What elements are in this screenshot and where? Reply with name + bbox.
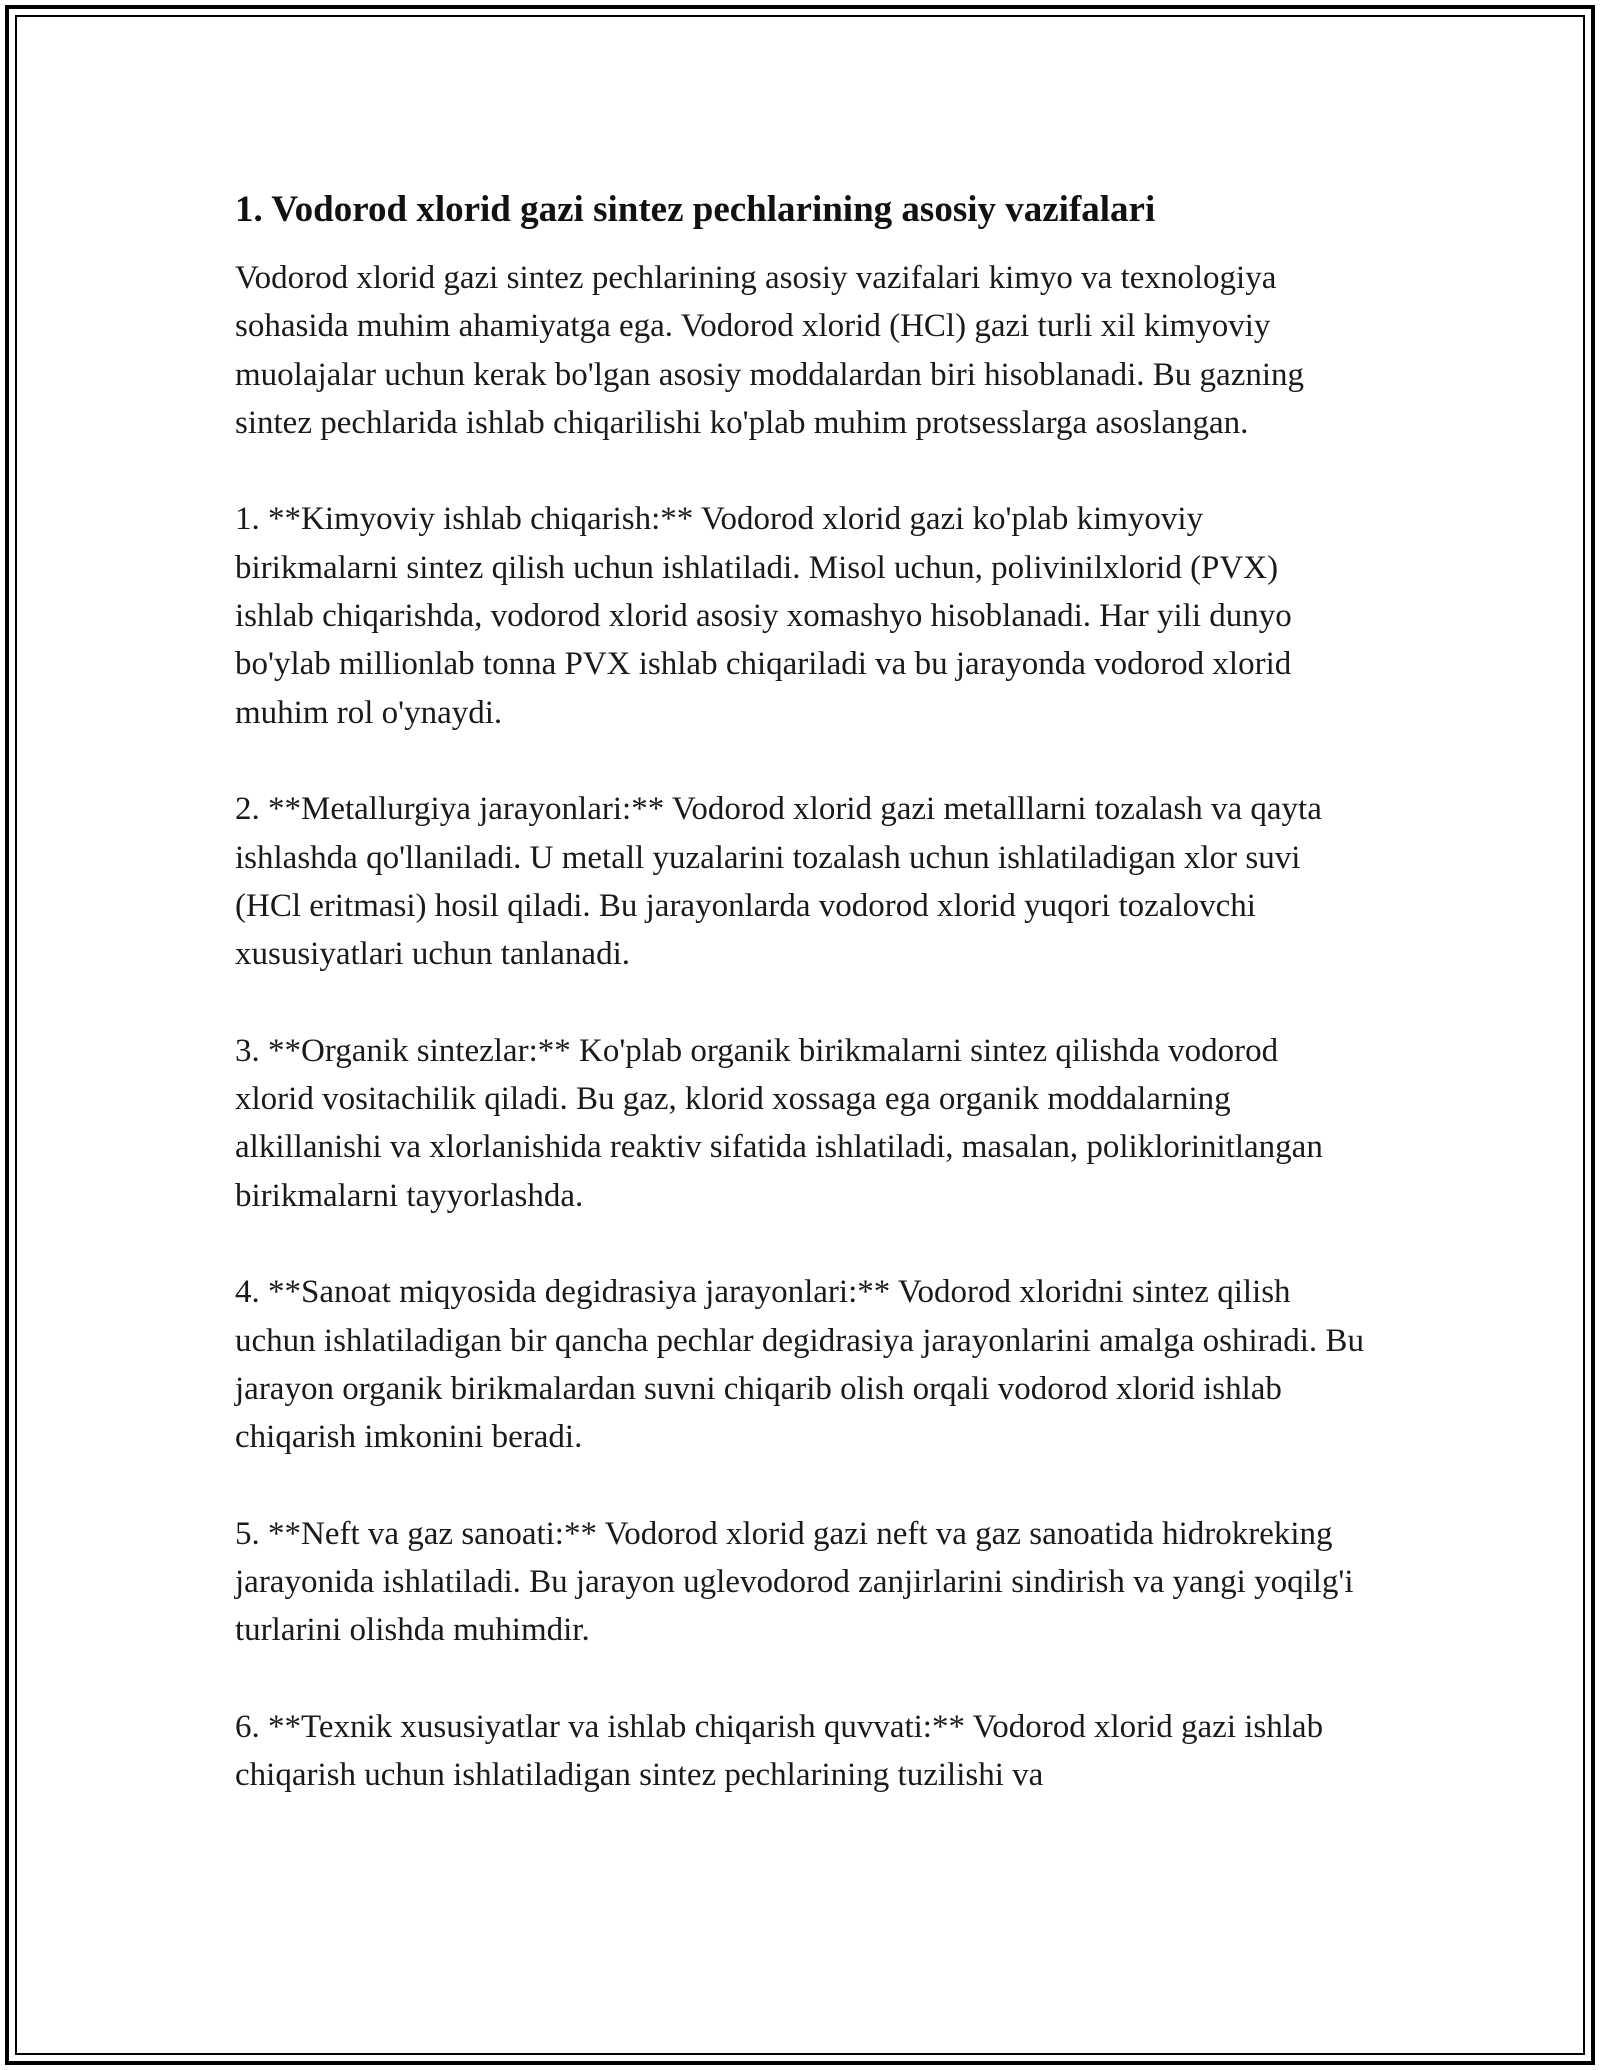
list-item-2-paragraph: 2. **Metallurgiya jarayonlari:** Vodorod xlorid gazi metalllarni tozalash va qayta ishlashda qo'llaniladi. U metall yuzalarini tozalash uchun ishlatiladigan xlor suvi (HCl eritmasi) hosil qiladi. Bu jarayonlarda vodorod xlorid yuqori tozalovchi xususiyatlari uchun tanlanadi.	[235, 791, 1322, 973]
list-item-5-paragraph: 5. **Neft va gaz sanoati:** Vodorod xlorid gazi neft va gaz sanoatida hidrokreking jarayonida ishlatiladi. Bu jarayon uglevodorod zanjirlarini sindirish va yangi yoqilg'i turlarini olishda muhimdir.	[235, 1515, 1354, 1649]
list-item-3-paragraph: 3. **Organik sintezlar:** Ko'plab organik birikmalarni sintez qilishda vodorod xlorid vositachilik qiladi. Bu gaz, klorid xossaga ega organik moddalarning alkillanishi va xlorlanishida reaktiv sifatida ishlatiladi, masalan, poliklorinitlangan birikmalarni tayyorlashda.	[235, 1032, 1323, 1214]
list-item-4-paragraph: 4. **Sanoat miqyosida degidrasiya jarayonlari:** Vodorod xloridni sintez qilish uchun ishlatiladigan bir qancha pechlar degidrasiya jarayonlarini amalga oshiradi. Bu jarayon organik birikmalardan suvni chiqarib olish orqali vodorod xlorid ishlab chiqarish imkonini beradi.	[235, 1274, 1364, 1456]
list-item-6-paragraph: 6. **Texnik xususiyatlar va ishlab chiqarish quvvati:** Vodorod xlorid gazi ishlab chiqarish uchun ishlatiladigan sintez pechlarining tuzilishi va	[235, 1708, 1324, 1794]
document-body	[235, 186, 1365, 1848]
section-heading: 1. Vodorod xlorid gazi sintez pechlarining asosiy vazifalari	[235, 189, 1156, 230]
list-item-1-paragraph: 1. **Kimyoviy ishlab chiqarish:** Vodorod xlorid gazi ko'plab kimyoviy birikmalarni sintez qilish uchun ishlatiladi. Misol uchun, polivinilxlorid (PVX) ishlab chiqarishda, vodorod xlorid asosiy xomashyo hisoblanadi. Har yili dunyo bo'ylab millionlab tonna PVX ishlab chiqariladi va bu jarayonda vodorod xlorid muhim rol o'ynaydi.	[235, 501, 1292, 731]
intro-paragraph: Vodorod xlorid gazi sintez pechlarining asosiy vazifalari kimyo va texnologiya sohasida muhim ahamiyatga ega. Vodorod xlorid (HCl) gazi turli xil kimyoviy muolajalar uchun kerak bo'lgan asosiy moddalardan biri hisoblanadi. Bu gazning sintez pechlarida ishlab chiqarilishi ko'plab muhim protsesslarga asoslangan.	[235, 260, 1305, 441]
